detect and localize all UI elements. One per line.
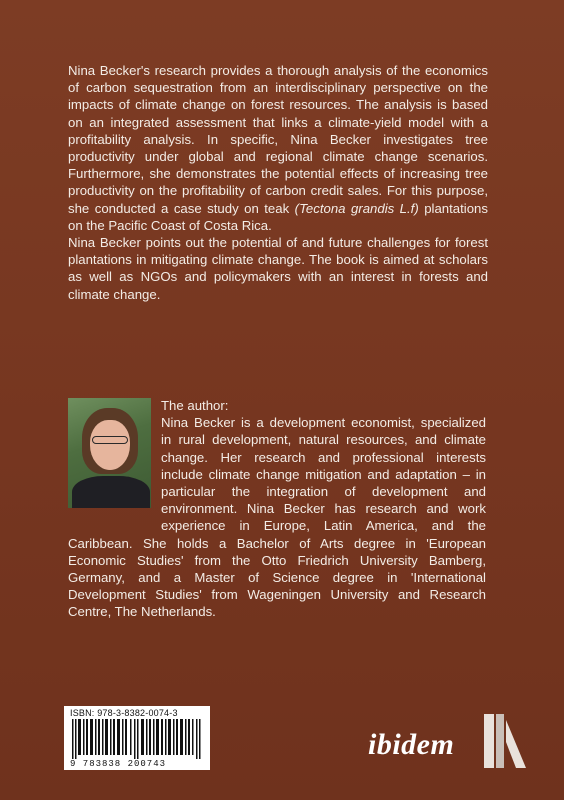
author-bio: Nina Becker is a development economist, specialized in rural development, natural resources, and climate change. Her research and professional interests include climate change mitigation and adaptation – in particular the integration of development and environment. Nina Becker has research and work experience in Europe, Latin America, and the Caribbean. She holds a Bachelor of Arts degree in 'European Economic Studies' from the Otto Friedrich University Bamberg, Germany, and a Master of Science degree in 'International Development Studies' from Wageningen University and Research Centre, The Netherlands. [68, 415, 486, 620]
author-section [68, 397, 486, 621]
isbn-barcode [64, 706, 210, 770]
blurb-paragraph-2: Nina Becker points out the potential of and future challenges for forest plantations in mitigating climate change. The book is aimed at scholars as well as NGOs and policymakers with an interest in forests and climate change. [68, 235, 488, 302]
book-blurb [68, 62, 488, 303]
barcode-digits: 9 783838 200743 [70, 759, 167, 769]
author-heading: The author: [161, 398, 229, 413]
publisher-logo: ibidem [368, 728, 455, 761]
species-name: (Tectona grandis L.f) [294, 200, 419, 216]
isbn-label: ISBN: 978-3-8382-0074-3 [70, 708, 178, 718]
blurb-paragraph-1 [68, 62, 488, 234]
blurb-text-a: Nina Becker's research provides a thorough analysis of the economics of carbon sequestration from an interdisciplinary perspective on the impacts of climate change on forest resources. The analysis is based on an integrated assessment that links a climate-yield model with a profitability analysis. In specific, Nina Becker investigates tree productivity under global and regional climate change scenarios. Furthermore, she demonstrates the potential effects of increasing tree productivity on the profitability of carbon credit sales. For this purpose, she conducted a case study on teak [68, 63, 488, 216]
publisher-mark-icon [482, 712, 528, 770]
blurb-text-b: plantations on the Pacific Coast of Costa Rica. [68, 200, 488, 233]
barcode-bars [72, 719, 202, 759]
